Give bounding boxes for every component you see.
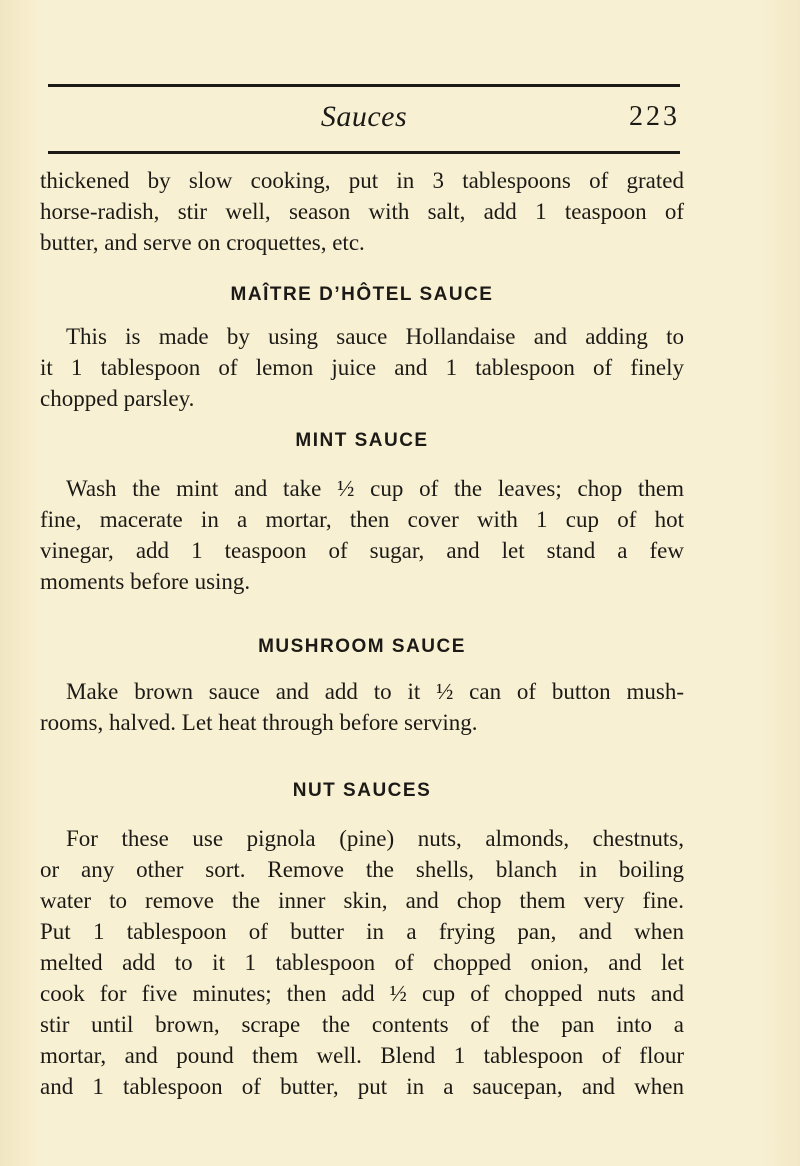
text-line: mortar, and pound them well. Blend 1 tablespoon of flour: [40, 1043, 684, 1068]
text-line: rooms, halved. Let heat through before serving.: [40, 710, 478, 735]
text-line: and 1 tablespoon of butter, put in a saucepan, and when: [40, 1074, 684, 1099]
text-line: This is made by using sauce Hollandaise and adding to: [66, 324, 684, 349]
text-line: Make brown sauce and add to it ½ can of button mush-: [66, 679, 684, 704]
section-paragraph-mushroom-sauce: [40, 676, 684, 738]
intro-paragraph: [40, 165, 684, 258]
page-number: 223: [629, 101, 680, 132]
section-heading-mint-sauce: MINT SAUCE: [295, 430, 429, 451]
running-title: Sauces: [320, 100, 408, 133]
text-line: Put 1 tablespoon of butter in a frying pan, and when: [40, 919, 684, 944]
text-line: stir until brown, scrape the contents of the pan into a: [40, 1012, 684, 1037]
page-body: [40, 165, 684, 1102]
text-line: butter, and serve on croquettes, etc.: [40, 230, 365, 255]
text-line: vinegar, add 1 teaspoon of sugar, and let stand a few: [40, 538, 684, 563]
text-line: thickened by slow cooking, put in 3 tablespoons of grated: [40, 168, 684, 193]
text-line: fine, macerate in a mortar, then cover with 1 cup of hot: [40, 507, 684, 532]
section-paragraph-mint-sauce: [40, 473, 684, 597]
text-line: melted add to it 1 tablespoon of chopped onion, and let: [40, 950, 684, 975]
text-line: chopped parsley.: [40, 386, 195, 411]
text-line: cook for five minutes; then add ½ cup of chopped nuts and: [40, 981, 684, 1006]
text-line: water to remove the inner skin, and chop them very fine.: [40, 888, 684, 913]
text-line: moments before using.: [40, 569, 251, 594]
section-paragraph-maitre-d-hotel-sauce: [40, 321, 684, 414]
section-heading-maitre-d-hotel-sauce: MAÎTRE D’HÔTEL SAUCE: [230, 284, 494, 305]
text-line: Wash the mint and take ½ cup of the leaves; chop them: [66, 476, 684, 501]
text-line: horse-radish, stir well, season with salt, add 1 teaspoon of: [40, 199, 684, 224]
header-bottom-rule: [48, 151, 680, 154]
text-line: it 1 tablespoon of lemon juice and 1 tablespoon of finely: [40, 355, 684, 380]
text-line: or any other sort. Remove the shells, blanch in boiling: [40, 857, 684, 882]
text-line: For these use pignola (pine) nuts, almonds, chestnuts,: [66, 826, 684, 851]
header-top-rule: [48, 84, 680, 87]
section-paragraph-nut-sauces: [40, 823, 684, 1102]
running-header: [48, 94, 680, 140]
section-heading-mushroom-sauce: MUSHROOM SAUCE: [258, 636, 466, 657]
section-heading-nut-sauces: NUT SAUCES: [292, 780, 432, 801]
